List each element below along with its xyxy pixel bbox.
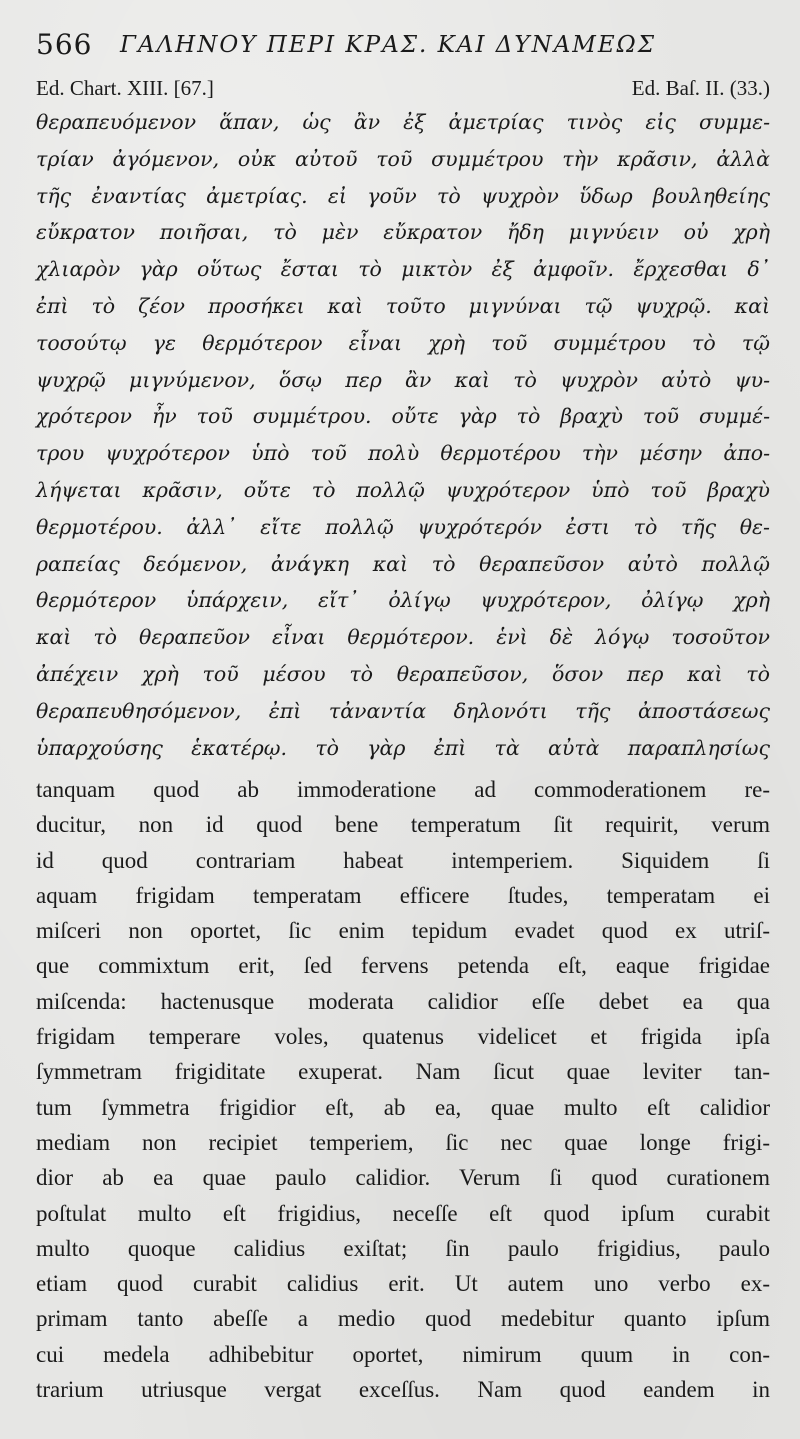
page-number: 566: [36, 28, 93, 61]
latin-line: id quod contrariam habeat intemperiem. Siquidem ſi: [36, 847, 770, 873]
latin-line: aquam frigidam temperatam efficere ſtudes, temperatam ei: [36, 882, 770, 908]
latin-line: frigidam temperare voles, quatenus videlicet et frigida ipſa: [36, 1024, 770, 1050]
latin-text-block: [36, 772, 770, 1407]
latin-line: tum ſymmetra frigidior eſt, ab ea, quae multo eſt calidior: [36, 1094, 770, 1120]
greek-text-block: [36, 104, 770, 766]
greek-line: ἀπέχειν χρὴ τοῦ μέσου τὸ θεραπεῦσον, ὅσον περ καὶ τὸ: [36, 661, 770, 686]
greek-line: ψυχρῷ μιγνύμενον, ὅσῳ περ ἂν καὶ τὸ ψυχρὸν αὐτὸ ψυ-: [36, 367, 770, 392]
page-header: [36, 28, 776, 68]
latin-line: mediam non recipiet temperiem, ſic nec quae longe frigi-: [36, 1129, 770, 1155]
edition-references: [36, 76, 770, 104]
latin-line: dior ab ea quae paulo calidior. Verum ſi quod curationem: [36, 1165, 770, 1191]
running-title: ΓΑΛΗΝΟΥ ΠΕΡΙ ΚΡΑΣ. ΚΑΙ ΔΥΝΑΜΕΩΣ: [120, 32, 656, 58]
greek-line: εὔκρατον ποιῆσαι, τὸ μὲν εὔκρατον ἤδη μιγνύειν οὐ χρὴ: [36, 220, 770, 245]
greek-line: τρου ψυχρότερον ὑπὸ τοῦ πολὺ θερμοτέρου τὴν μέσην ἀπο-: [36, 441, 770, 466]
edition-reference-chartier: Ed. Chart. XIII. [67.]: [36, 76, 214, 100]
edition-reference-basel: Ed. Baſ. II. (33.): [631, 76, 770, 100]
latin-line: ſymmetram frigiditate exuperat. Nam ſicut quae leviter tan-: [36, 1059, 770, 1085]
latin-line: primam tanto abeſſe a medio quod medebitur quanto ipſum: [36, 1306, 770, 1332]
greek-line: τοσούτῳ γε θερμότερον εἶναι χρὴ τοῦ συμμέτρου τὸ τῷ: [36, 330, 770, 355]
greek-line: θερμότερον ὑπάρχειν, εἴτ᾽ ὀλίγῳ ψυχρότερον, ὀλίγῳ χρὴ: [36, 588, 770, 613]
greek-line: θερμοτέρου. ἀλλ᾽ εἴτε πολλῷ ψυχρότερόν ἐστι τὸ τῆς θε-: [36, 514, 770, 539]
latin-line: trarium utriusque vergat exceſſus. Nam quod eandem in: [36, 1377, 770, 1403]
latin-line: miſcenda: hactenusque moderata calidior eſſe debet ea qua: [36, 988, 770, 1014]
latin-line: que commixtum erit, ſed fervens petenda eſt, eaque frigidae: [36, 953, 770, 979]
latin-line: poſtulat multo eſt frigidius, neceſſe eſt quod ipſum curabit: [36, 1200, 770, 1226]
latin-line: miſceri non oportet, ſic enim tepidum evadet quod ex utriſ-: [36, 918, 770, 944]
greek-line: ραπείας δεόμενον, ἀνάγκη καὶ τὸ θεραπεῦσον αὐτὸ πολλῷ: [36, 551, 770, 576]
greek-line: ὑπαρχούσης ἑκατέρῳ. τὸ γὰρ ἐπὶ τὰ αὐτὰ παραπλησίως: [36, 735, 770, 760]
greek-line: καὶ τὸ θεραπεῦον εἶναι θερμότερον. ἑνὶ δὲ λόγῳ τοσοῦτον: [36, 625, 770, 650]
greek-line: χρότερον ἦν τοῦ συμμέτρου. οὔτε γὰρ τὸ βραχὺ τοῦ συμμέ-: [36, 404, 770, 429]
latin-line: etiam quod curabit calidius erit. Ut autem uno verbo ex-: [36, 1271, 770, 1297]
greek-line: θεραπευθησόμενον, ἐπὶ τἀναντία δηλονότι τῆς ἀποστάσεως: [36, 698, 770, 723]
latin-line: tanquam quod ab immoderatione ad commoderationem re-: [36, 777, 770, 802]
greek-line: χλιαρὸν γὰρ οὕτως ἔσται τὸ μικτὸν ἐξ ἀμφοῖν. ἔρχεσθαι δ᾽: [36, 257, 770, 282]
greek-line: ἐπὶ τὸ ζέον προσήκει καὶ τοῦτο μιγνύναι τῷ ψυχρῷ. καὶ: [36, 293, 770, 318]
greek-line: λήψεται κρᾶσιν, οὔτε τὸ πολλῷ ψυχρότερον ὑπὸ τοῦ βραχὺ: [36, 477, 770, 502]
greek-line: τρίαν ἀγόμενον, οὐκ αὐτοῦ τοῦ συμμέτρου τὴν κρᾶσιν, ἀλλὰ: [36, 146, 770, 171]
greek-line: τῆς ἐναντίας ἀμετρίας. εἰ γοῦν τὸ ψυχρὸν ὕδωρ βουληθείης: [36, 183, 770, 208]
latin-line: cui medela adhibebitur oportet, nimirum quum in con-: [36, 1341, 770, 1367]
greek-line: θεραπευόμενον ἅπαν, ὡς ἂν ἐξ ἀμετρίας τινὸς εἰς συμμε-: [36, 110, 770, 134]
latin-line: ducitur, non id quod bene temperatum ſit requirit, verum: [36, 812, 770, 838]
latin-line: multo quoque calidius exiſtat; ſin paulo frigidius, paulo: [36, 1235, 770, 1261]
